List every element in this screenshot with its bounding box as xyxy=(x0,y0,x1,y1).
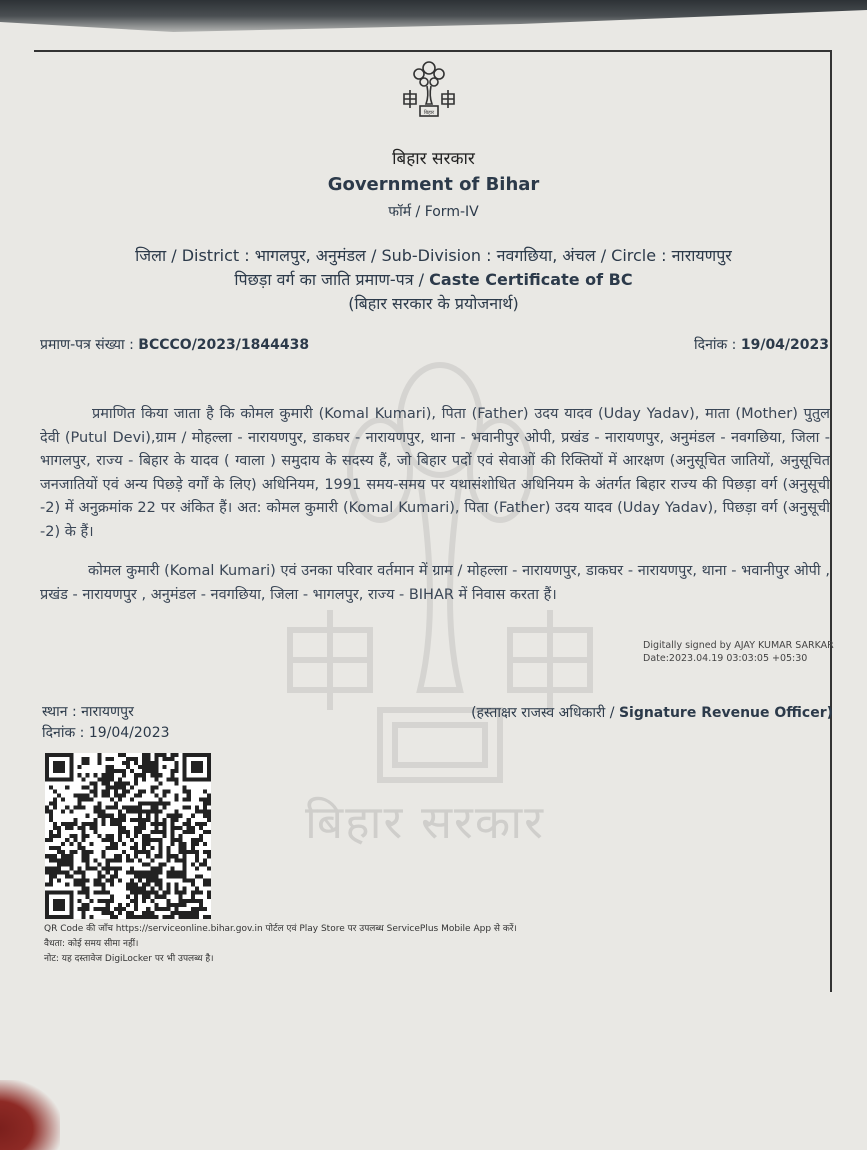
digital-signature-date: Date:2023.04.19 03:03:05 +05:30 xyxy=(643,653,808,664)
footer-notes xyxy=(44,922,517,967)
district-label: जिला / District : xyxy=(135,246,250,265)
place-line: स्थान : नारायणपुर xyxy=(42,704,134,720)
digital-signature xyxy=(643,639,834,665)
title-english: Government of Bihar xyxy=(327,174,540,195)
certificate-purpose: (बिहार सरकार के प्रयोजनार्थ) xyxy=(348,294,519,313)
place-date-block xyxy=(42,702,170,744)
certification-paragraph: प्रमाणित किया जाता है कि कोमल कुमारी (Komal Kumari), पिता (Father) उदय यादव (Uday Yadav), माता (Mother) पुतुल देवी (Putul Devi),ग्राम / मोहल्ला - नारायणपुर, डाकघर - नारायणपुर, थाना - भवानीपुर ओपी, प्रखंड - नारायणपुर, अनुमंडल - नवगछिया, जिला - भागलपुर, राज्य - बिहार के यादव ( ग्वाला ) समुदाय के सदस्य हैं, जो बिहार पदों एवं सेवाओं की रिक्तियों में आरक्षण (अनुसूचित जातियों, अनुसूचित जनजातियों एवं अन्य पिछड़े वर्गों के लिए) अधिनियम, 1991 समय-समय पर यथासंशोधित अधिनियम के अंतर्गत बिहार राज्य की पिछड़ा वर्ग (अनुसूची -2) में अनुक्रमांक 22 पर अंकित हैं। अत: कोमल कुमारी (Komal Kumari), पिता (Father) उदय यादव (Uday Yadav), पिछड़ा वर्ग (अनुसूची -2) के हैं। xyxy=(40,406,830,540)
issue-date-line: दिनांक : 19/04/2023 xyxy=(42,725,170,741)
watermark-text: बिहार सरकार xyxy=(305,795,545,849)
certificate-number-label: प्रमाण-पत्र संख्या : xyxy=(40,337,139,353)
subdivision-value: नवगछिया, xyxy=(491,246,563,265)
certificate-type-english: Caste Certificate of BC xyxy=(429,270,633,289)
certificate-number xyxy=(40,335,309,354)
certificate-type xyxy=(0,268,867,290)
signature-label-english: Signature Revenue Officer) xyxy=(618,705,833,721)
certificate-number-value: BCCCO/2023/1844438 xyxy=(138,337,310,353)
circle-label: अंचल / Circle : xyxy=(562,246,667,265)
digital-signature-signer: Digitally signed by AJAY KUMAR SARKAR xyxy=(643,640,834,651)
title-hindi: बिहार सरकार xyxy=(392,149,475,169)
qr-code-icon xyxy=(45,752,211,920)
subdivision-label: अनुमंडल / Sub-Division : xyxy=(315,246,492,265)
footer-qr-note: QR Code की जाँच https://serviceonline.bihar.gov.in पोर्टल एवं Play Store पर उपलब्ध ServicePlus Mobile App से करें। xyxy=(44,924,517,934)
signature-label xyxy=(471,703,833,722)
residence-paragraph: कोमल कुमारी (Komal Kumari) एवं उनका परिवार वर्तमान में ग्राम / मोहल्ला - नारायणपुर, डाकघर - नारायणपुर, थाना - भवानीपुर ओपी , प्रखंड - नारायणपुर , अनुमंडल - नवगछिया, जिला - भागलपुर, राज्य - BIHAR में निवास करता हैं। xyxy=(40,563,830,603)
emblem-label: बिहार xyxy=(423,110,435,116)
certificate-date xyxy=(694,335,829,354)
location-line xyxy=(0,244,867,266)
bihar-emblem-icon xyxy=(400,58,458,126)
circle-value: नारायणपुर xyxy=(666,246,732,265)
form-number: फॉर्म / Form-IV xyxy=(388,204,479,220)
photo-corner-shadow xyxy=(0,1080,60,1150)
footer-digilocker-note: नोट: यह दस्तावेज DigiLocker पर भी उपलब्ध है। xyxy=(44,954,214,964)
district-value: भागलपुर, xyxy=(249,246,316,265)
footer-validity-note: वैधता: कोई समय सीमा नहीं। xyxy=(44,939,139,949)
certificate-type-hindi: पिछड़ा वर्ग का जाति प्रमाण-पत्र / xyxy=(234,270,430,289)
photo-top-shadow xyxy=(0,0,867,40)
certificate-date-value: 19/04/2023 xyxy=(740,337,829,353)
signature-label-hindi: (हस्ताक्षर राजस्व अधिकारी / xyxy=(471,705,619,721)
certificate-date-label: दिनांक : xyxy=(694,337,741,353)
